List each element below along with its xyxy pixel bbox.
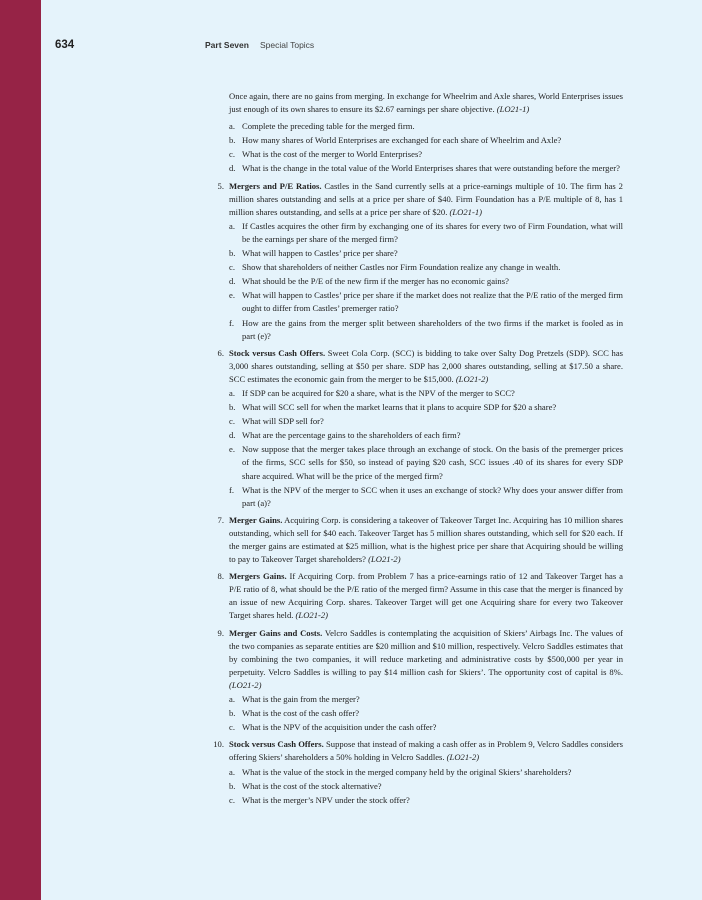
- part-label: f.: [229, 317, 235, 328]
- part-label: Part Seven: [205, 40, 249, 50]
- part-label: a.: [229, 694, 235, 705]
- part-label: b.: [229, 135, 236, 146]
- part-text: What will happen to Castles’ price per share if the market does not realize that the P/E ratio of the merged firm ought to differ from Castles’ premerger ratio?: [242, 290, 623, 314]
- part-label: e.: [229, 290, 235, 301]
- part-label: c.: [229, 149, 235, 160]
- question-part: [229, 415, 623, 428]
- part-label: d.: [229, 163, 236, 174]
- question-part: [229, 484, 623, 510]
- part-label: b.: [229, 402, 236, 413]
- part-text: What is the NPV of the acquisition under the cash offer?: [242, 722, 437, 733]
- part-text: Complete the preceding table for the merged firm.: [242, 121, 415, 132]
- part-text: What will SDP sell for?: [242, 416, 324, 427]
- question-part: [229, 387, 623, 400]
- part-text: What is the merger’s NPV under the stock offer?: [242, 794, 410, 805]
- part-text: If Castles acquires the other firm by exchanging one of its shares for every two of Firm Foundation, what will be the earnings per share of the merged firm?: [242, 220, 623, 244]
- problem-title: Stock versus Cash Offers.: [229, 739, 324, 750]
- problem-number: 5.: [217, 180, 224, 191]
- part-label: c.: [229, 262, 235, 273]
- intro-paragraph: [229, 90, 623, 116]
- learning-objective: (LO21-2): [295, 610, 329, 621]
- page-number: 634: [55, 39, 75, 51]
- part-text: How are the gains from the merger split between shareholders of the two firms if the market is fooled as in part (e)?: [242, 317, 623, 341]
- learning-objective: (LO21-2): [455, 373, 489, 384]
- problem-number: 10.: [213, 739, 224, 750]
- problem-title: Mergers Gains.: [229, 571, 287, 582]
- question-part: [229, 289, 623, 315]
- problem-10: [213, 738, 624, 764]
- question-part: [229, 120, 623, 133]
- problem-5: [217, 180, 623, 219]
- question-part: [229, 401, 623, 414]
- question-part: [229, 780, 623, 793]
- part-text: What is the cost of the cash offer?: [242, 708, 360, 719]
- problem-number: 8.: [217, 571, 224, 582]
- question-part: [229, 721, 623, 734]
- question-part: [229, 220, 623, 246]
- part-label: f.: [229, 484, 235, 495]
- question-part: [229, 429, 623, 442]
- problem-title: Merger Gains and Costs.: [229, 627, 323, 638]
- problem-9: [217, 627, 623, 692]
- part-text: What is the gain from the merger?: [242, 694, 360, 705]
- part-text: What is the cost of the stock alternative?: [242, 780, 382, 791]
- part-text: What is the NPV of the merger to SCC when it uses an exchange of stock? Why does your answer differ from part (a)?: [242, 484, 623, 508]
- problem-number: 6.: [217, 347, 224, 358]
- question-part: [229, 148, 623, 161]
- learning-objective: (LO21-2): [368, 554, 401, 565]
- side-color-band: [0, 0, 41, 900]
- part-label: d.: [229, 276, 236, 287]
- learning-objective: (LO21-1): [449, 206, 482, 217]
- question-part: [229, 766, 623, 779]
- page-content: [213, 90, 624, 808]
- part-label: a.: [229, 220, 235, 231]
- part-label: c.: [229, 794, 235, 805]
- part-label: a.: [229, 766, 235, 777]
- question-part: [229, 317, 623, 343]
- part-label: c.: [229, 722, 235, 733]
- problem-6: [217, 347, 624, 386]
- problem-body: Castles in the Sand currently sells at a price-earnings multiple of 10. The firm has 2 million shares outstanding and sells at a price per share of $40. Firm Foundation has a P/E multiple of 8, has 1 million shares outstanding, and sells at a price per share of $20.: [229, 180, 623, 217]
- question-part: [229, 443, 623, 482]
- problem-number: 9.: [217, 627, 224, 638]
- problem-body: Acquiring Corp. is considering a takeover of Takeover Target Inc. Acquiring has 10 million shares outstanding, which sell for $40 each. Takeover Target has 5 million shares outstanding, which sell for $20 each. If the merger gains are estimated at $25 million, what is the highest price per share that Acquiring should be willing to pay to Takeover Target shareholders?: [229, 514, 623, 565]
- part-text: What should be the P/E of the new firm if the merger has no economic gains?: [242, 276, 509, 287]
- part-text: What are the percentage gains to the shareholders of each firm?: [242, 430, 461, 441]
- part-text: What is the cost of the merger to World Enterprises?: [242, 149, 423, 160]
- question-part: [229, 247, 623, 260]
- problem-title: Merger Gains.: [229, 514, 283, 525]
- part-text: What is the value of the stock in the merged company held by the original Skiers’ shareholders?: [242, 766, 572, 777]
- part-text: What will happen to Castles’ price per share?: [242, 248, 398, 259]
- problem-body: Suppose that instead of making a cash offer as in Problem 9, Velcro Saddles considers offering Skiers’ shareholders a 50% holding in Velcro Saddles.: [229, 739, 624, 763]
- problem-8: [217, 570, 623, 622]
- question-part: [229, 261, 623, 274]
- part-text: What is the change in the total value of the World Enterprises shares that were outstanding before the merger?: [242, 163, 620, 174]
- part-text: What will SCC sell for when the market learns that it plans to acquire SDP for $20 a share?: [242, 402, 557, 413]
- part-label: d.: [229, 430, 236, 441]
- question-part: [229, 134, 623, 147]
- part-label: a.: [229, 121, 235, 132]
- learning-objective: (LO21-2): [229, 679, 262, 690]
- part-label: c.: [229, 416, 235, 427]
- intro-text: Once again, there are no gains from merging. In exchange for Wheelrim and Axle shares, World Enterprises issues just enough of its own shares to ensure its $2.67 earnings per share objective.: [229, 91, 623, 115]
- part-text: Now suppose that the merger takes place through an exchange of stock. On the basis of the premerger prices of the firms, SCC sells for $50, so instead of paying $20 cash, SCC issues .40 of its shares for every SDP share acquired. What will be the price of the merged firm?: [242, 444, 623, 481]
- problem-body: Sweet Cola Corp. (SCC) is bidding to take over Salty Dog Pretzels (SDP). SCC has 3,000 shares outstanding, selling at $50 per share. SDP has 2,000 shares outstanding, selling at $17.50 a share. SCC estimates the economic gain from the merger to be $15,000.: [229, 347, 624, 384]
- question-part: [229, 162, 623, 175]
- part-title: Special Topics: [260, 40, 315, 50]
- problem-number: 7.: [217, 514, 224, 525]
- part-label: e.: [229, 444, 235, 455]
- question-part: [229, 693, 623, 706]
- problem-body: If Acquiring Corp. from Problem 7 has a price-earnings ratio of 12 and Takeover Target has a P/E ratio of 8, what should be the P/E ratio of the merged firm? Assume in this case that the merger is financed by an issue of new Acquiring Corp. shares. Takeover Target will get one Acquiring share for every two Takeover Target shares held.: [229, 571, 623, 621]
- question-part: [229, 275, 623, 288]
- part-label: b.: [229, 780, 236, 791]
- part-text: How many shares of World Enterprises are exchanged for each share of Wheelrim and Axle?: [242, 135, 562, 146]
- problem-title: Stock versus Cash Offers.: [229, 347, 326, 358]
- problem-title: Mergers and P/E Ratios.: [229, 180, 322, 191]
- question-part: [229, 794, 623, 807]
- problem-7: [217, 514, 623, 566]
- page-header: [55, 39, 662, 53]
- learning-objective: (LO21-2): [446, 752, 480, 763]
- question-part: [229, 707, 623, 720]
- part-text: Show that shareholders of neither Castles nor Firm Foundation realize any change in wealth.: [242, 262, 561, 273]
- part-text: If SDP can be acquired for $20 a share, what is the NPV of the merger to SCC?: [242, 387, 515, 398]
- learning-objective: (LO21-1): [496, 104, 530, 115]
- part-label: a.: [229, 387, 235, 398]
- problem-body: Velcro Saddles is contemplating the acquisition of Skiers’ Airbags Inc. The values of the two companies as separate entities are $20 million and $10 million, respectively. Velcro Saddles estimates that by combining the two companies, it will reduce marketing and administrative costs by $500,000 per year in perpetuity. Velcro Saddles is willing to pay $14 million cash for Skiers’. The opportunity cost of capital is 8%.: [229, 627, 623, 677]
- part-label: b.: [229, 708, 236, 719]
- part-label: b.: [229, 248, 236, 259]
